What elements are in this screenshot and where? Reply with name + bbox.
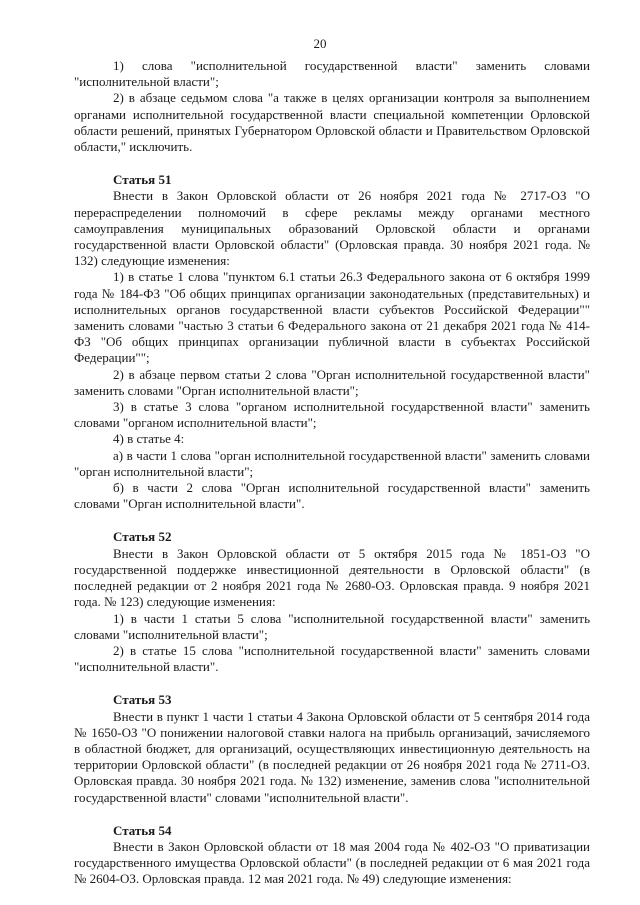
- article-heading-54: Статья 54: [113, 822, 172, 838]
- paragraph: Внести в Закон Орловской области от 18 мая 2004 года № 402-ОЗ "О приватизации государственного имущества Орловской области" (в последней редакции от 6 мая 2021 года № 2604-ОЗ. Орловская правда. 12 мая 2021 года. № 49) следующие изменения:: [74, 838, 590, 887]
- paragraph: 2) в статье 15 слова "исполнительной государственной власти" заменить словами "исполнительной власти".: [74, 642, 590, 675]
- paragraph: 2) в абзаце седьмом слова "а также в целях организации контроля за выполнением органами исполнительной государственной власти специальной компетенции Орловской области решений, принятых Губернатором Орловской области и Правительством Орловской области," исключить.: [74, 90, 590, 155]
- article-heading-51: Статья 51: [113, 172, 172, 188]
- paragraph: 1) в части 1 статьи 5 слова "исполнительной государственной власти" заменить словами "исполнительной власти";: [74, 610, 590, 642]
- paragraph: 3) в статье 3 слова "органом исполнительной государственной власти" заменить словами "органом исполнительной власти";: [74, 399, 590, 431]
- paragraph: 1) в статье 1 слова "пунктом 6.1 статьи 26.3 Федерального закона от 6 октября 1999 года № 184-ФЗ "Об общих принципах организации законодательных (представительных) и исполнительных органов государственной власти субъектов Российской Федерации"" заменить словами "частью 3 статьи 6 Федерального закона от 21 декабря 2021 года № 414-ФЗ "Об общих принципах организации публичной власти в субъектах Российской Федерации"";: [74, 269, 590, 366]
- paragraph: Внести в Закон Орловской области от 26 ноября 2021 года № 2717-ОЗ "О перераспределении полномочий в сфере рекламы между органами местного самоуправления муниципальных образований Орловской области и органами государственной власти Орловской области" (Орловская правда. 30 ноября 2021 года. № 132) следующие изменения:: [74, 188, 590, 269]
- paragraph: 4) в статье 4:: [113, 431, 185, 447]
- spacer: [74, 806, 590, 823]
- spacer: [74, 155, 590, 172]
- paragraph: Внести в Закон Орловской области от 5 октября 2015 года № 1851-ОЗ "О государственной поддержке инвестиционной деятельности в Орловской области" (в последней редакции от 2 ноября 2021 года № 2680-ОЗ. Орловская правда. 9 ноября 2021 года. № 123) следующие изменения:: [74, 545, 590, 610]
- paragraph: а) в части 1 слова "орган исполнительной государственной власти" заменить словами "орган исполнительной власти";: [74, 447, 590, 479]
- paragraph: 1) слова "исполнительной государственной власти" заменить словами "исполнительной власти";: [74, 58, 590, 90]
- spacer: [74, 512, 590, 529]
- paragraph: Внести в пункт 1 части 1 статьи 4 Закона Орловской области от 5 сентября 2014 года № 1650-ОЗ "О понижении налоговой ставки налога на прибыль организаций, зачисляемого в областной бюджет, для организаций, осуществляющих инвестиционную деятельность на территории Орловской области" (в последней редакции от 26 ноября 2021 года № 2711-ОЗ. Орловская правда. 30 ноября 2021 года. № 132) изменение, заменив слова "исполнительной государственной власти" словами "исполнительной власти".: [74, 708, 590, 805]
- article-heading-52: Статья 52: [113, 529, 172, 545]
- paragraph: б) в части 2 слова "Орган исполнительной государственной власти" заменить словами "Орган исполнительной власти".: [74, 480, 590, 512]
- spacer: [74, 675, 590, 692]
- article-heading-53: Статья 53: [113, 692, 172, 708]
- page-number: 20: [313, 36, 327, 51]
- document-body: [74, 58, 590, 888]
- paragraph: 2) в абзаце первом статьи 2 слова "Орган исполнительной государственной власти" заменить словами "Орган исполнительной власти";: [74, 366, 590, 398]
